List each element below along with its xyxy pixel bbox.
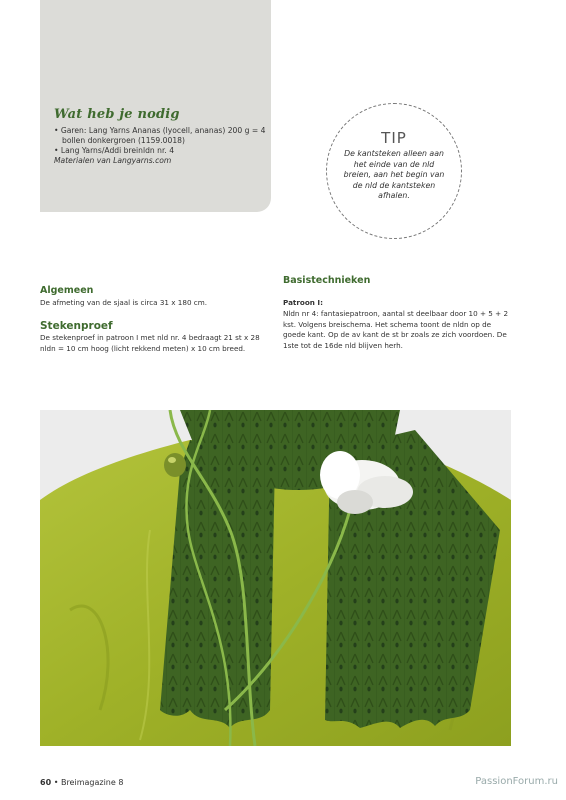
page-number: 60: [40, 778, 52, 787]
materials-source: Materialen van Langyarns.com: [54, 156, 172, 165]
heading-basistechnieken: Basistechnieken: [283, 275, 371, 286]
text-algemeen: De afmeting van de sjaal is circa 31 x 180 cm.: [40, 298, 208, 307]
materials-list: [54, 126, 268, 166]
text-patroon: Nldn nr 4: fantasiepatroon, aantal st deelbaar door 10 + 5 + 2 kst. Volgens breischema. Het schema toont de nldn op de goede kant. Op de av kant de st br zoals ze zich voordoen. De 1ste tot de 16de nld blijven herh.: [283, 309, 509, 350]
tip-text: De kantsteken alleen aan het einde van de nld breien, aan het begin van de nld de kantsteken afhalen.: [343, 149, 445, 200]
text-stekenproef: De stekenproef in patroon I met nld nr. 4 bedraagt 21 st x 28 nldn = 10 cm hoog (licht rekkend meten) x 10 cm breed.: [40, 333, 260, 353]
tip-title: TIP: [381, 129, 407, 147]
watermark: PassionForum.ru: [475, 776, 558, 787]
materials-panel: [40, 0, 271, 212]
footer-bullet: •: [53, 778, 59, 787]
materials-item: • Lang Yarns/Addi breinldn nr. 4: [54, 146, 175, 155]
scarf-photo: [40, 410, 511, 746]
scarf-photo-illustration: [40, 410, 511, 746]
page-footer: [40, 778, 123, 787]
tip-circle: [326, 103, 462, 239]
heading-stekenproef: Stekenproef: [40, 320, 113, 332]
materials-item: • Garen: Lang Yarns Ananas (lyocell, ananas) 200 g = 4 bollen donkergroen (1159.0018): [54, 126, 266, 145]
subheading-patroon: Patroon I:: [283, 298, 323, 307]
materials-title: Wat heb je nodig: [54, 107, 180, 122]
heading-algemeen: Algemeen: [40, 285, 94, 296]
magazine-name: Breimagazine 8: [60, 778, 124, 787]
